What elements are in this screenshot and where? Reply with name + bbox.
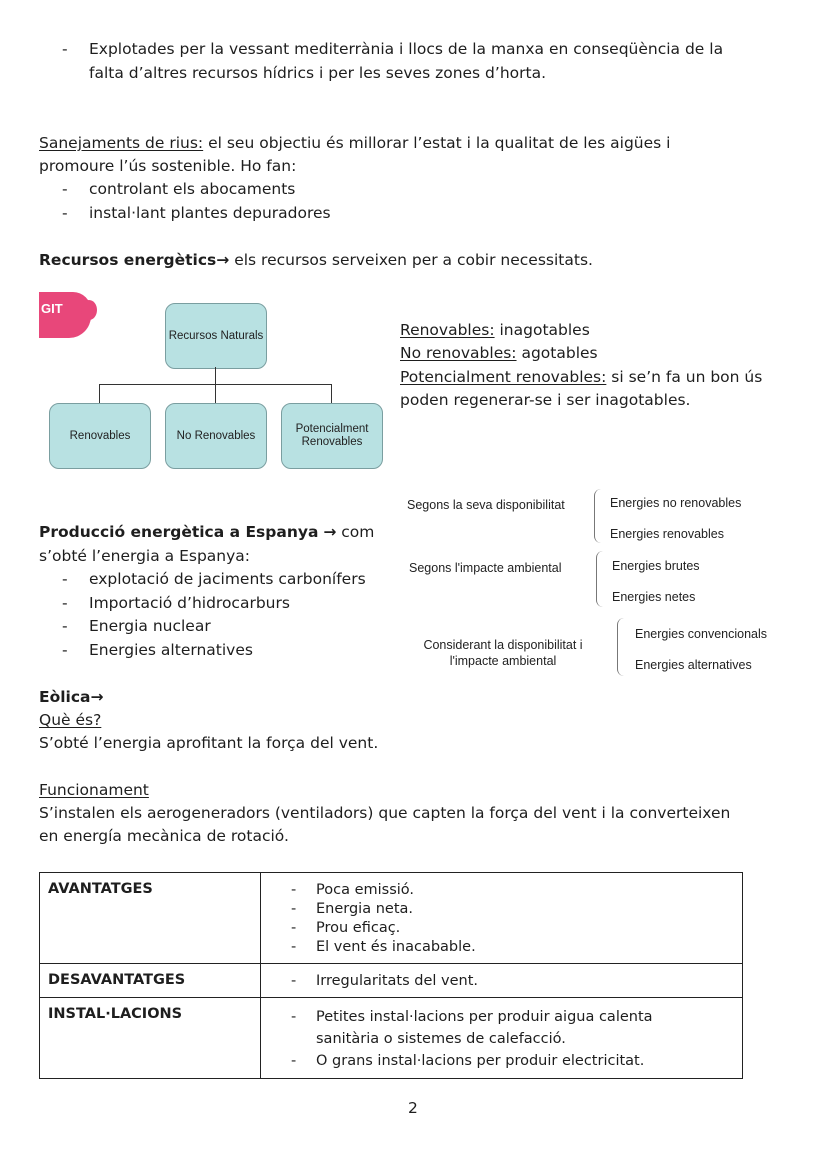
definition-term: No renovables: bbox=[400, 344, 517, 362]
table-header-cell: DESAVANTATGES bbox=[40, 964, 261, 998]
list-item: - Prou eficaç. bbox=[291, 919, 734, 938]
energy-type: Energies renovables bbox=[610, 527, 724, 541]
energy-type: Energies alternatives bbox=[635, 658, 752, 672]
connector bbox=[215, 367, 216, 384]
criterion-label: Considerant la disponibilitat i bbox=[423, 638, 583, 652]
funcionament-text-1: S’instalen els aerogeneradors (ventiladors) que capten la força del vent i la converteixen bbox=[39, 804, 731, 822]
sanejaments-text-2: promoure l’ús sostenible. Ho fan: bbox=[39, 157, 297, 175]
recursos-text: els recursos serveixen per a cobir necessitats. bbox=[229, 251, 593, 269]
sanejaments-paragraph bbox=[39, 132, 670, 155]
table-row bbox=[40, 873, 743, 964]
table-cell bbox=[261, 964, 743, 998]
funcionament-label: Funcionament bbox=[39, 781, 149, 799]
produccio-paragraph bbox=[39, 521, 374, 544]
funcionament-text-2: en energía mecànica de rotació. bbox=[39, 827, 289, 845]
produccio-text: com bbox=[336, 523, 375, 541]
criterion-label: Segons l'impacte ambiental bbox=[409, 561, 562, 575]
produccio-title: Producció energètica a Espanya bbox=[39, 523, 319, 541]
page-number: 2 bbox=[408, 1099, 418, 1117]
org-node-no-renovables: No Renovables bbox=[165, 403, 267, 469]
energy-type: Energies brutes bbox=[612, 559, 700, 573]
produccio-item: Energia nuclear bbox=[89, 617, 211, 635]
arrow-icon: → bbox=[216, 251, 230, 269]
energy-type: Energies convencionals bbox=[635, 627, 768, 641]
recursos-paragraph bbox=[39, 249, 593, 272]
list-item bbox=[291, 1006, 734, 1050]
list-item-line: Petites instal·lacions per produir aigua calenta bbox=[316, 1009, 653, 1025]
definition-no-renovables bbox=[400, 342, 598, 365]
sanejaments-text: el seu objectiu és millorar l’estat i la qualitat de les aigües i bbox=[203, 134, 671, 152]
org-node-renovables: Renovables bbox=[49, 403, 151, 469]
criterion-label: Segons la seva disponibilitat bbox=[407, 498, 565, 512]
bullet-dash: - bbox=[62, 641, 68, 659]
org-node-label: Potencialment bbox=[295, 423, 369, 435]
sanejaments-item: controlant els abocaments bbox=[89, 180, 296, 198]
criterion-label: l'impacte ambiental bbox=[449, 654, 557, 668]
energy-type: Energies netes bbox=[612, 590, 696, 604]
list-item: - El vent és inacabable. bbox=[291, 938, 734, 957]
sanejaments-item: instal·lant plantes depuradores bbox=[89, 204, 331, 222]
definition-potencialment bbox=[400, 366, 762, 389]
bullet-dash: - bbox=[62, 617, 68, 635]
arrow-icon: → bbox=[323, 523, 337, 541]
table-cell bbox=[261, 998, 743, 1079]
brace-icon bbox=[594, 489, 601, 543]
energy-type: Energies no renovables bbox=[610, 496, 742, 510]
brace-icon bbox=[596, 551, 603, 607]
table-cell bbox=[261, 873, 743, 964]
connector bbox=[215, 384, 216, 403]
produccio-item: Importació d’hidrocarburs bbox=[89, 594, 290, 612]
que-es-text: S’obté l’energia aprofitant la força del vent. bbox=[39, 734, 379, 752]
list-item: - Energia neta. bbox=[291, 900, 734, 919]
bullet-dash: - bbox=[62, 40, 68, 58]
arrow-icon: → bbox=[90, 688, 104, 706]
org-node-potencialment-renovables bbox=[281, 403, 383, 469]
list-item: - Poca emissió. bbox=[291, 881, 734, 900]
connector bbox=[99, 384, 100, 403]
produccio-item: Energies alternatives bbox=[89, 641, 253, 659]
bullet-dash: - bbox=[62, 180, 68, 198]
table-row bbox=[40, 964, 743, 998]
table-row bbox=[40, 998, 743, 1079]
bullet-dash: - bbox=[62, 570, 68, 588]
definition-desc: si se’n fa un bon ús bbox=[606, 368, 763, 386]
produccio-text-2: s’obté l’energia a Espanya: bbox=[39, 547, 251, 565]
definition-term: Potencialment renovables: bbox=[400, 368, 607, 386]
bullet-dash: - bbox=[62, 204, 68, 222]
definition-renovables bbox=[400, 319, 590, 342]
brace-icon bbox=[617, 618, 624, 676]
recursos-title: Recursos energètics bbox=[39, 251, 217, 269]
git-logo-text: GIT bbox=[41, 301, 63, 316]
intro-line-2: falta d’altres recursos hídrics i per les seves zones d’horta. bbox=[89, 64, 547, 82]
table-header-cell: AVANTATGES bbox=[40, 873, 261, 964]
org-node-root: Recursos Naturals bbox=[165, 303, 267, 369]
eolica-heading bbox=[39, 686, 104, 709]
list-item: - O grans instal·lacions per produir electricitat. bbox=[291, 1050, 734, 1072]
list-item-line: sanitària o sistemes de calefacció. bbox=[316, 1031, 566, 1047]
intro-line-1: Explotades per la vessant mediterrània i llocs de la manxa en conseqüència de la bbox=[89, 40, 724, 58]
definition-term: Renovables: bbox=[400, 321, 495, 339]
bullet-dash: - bbox=[62, 594, 68, 612]
sanejaments-title: Sanejaments de rius: bbox=[39, 134, 204, 152]
definition-desc: agotables bbox=[516, 344, 598, 362]
produccio-item: explotació de jaciments carbonífers bbox=[89, 570, 366, 588]
definition-desc: inagotables bbox=[494, 321, 590, 339]
eolica-title: Eòlica bbox=[39, 688, 91, 706]
connector bbox=[331, 384, 332, 403]
table-header-cell: INSTAL·LACIONS bbox=[40, 998, 261, 1079]
org-node-label: Renovables bbox=[301, 436, 363, 448]
list-item: - Irregularitats del vent. bbox=[291, 972, 734, 991]
eolica-table bbox=[39, 872, 743, 1079]
que-es-label: Què és? bbox=[39, 711, 102, 729]
definition-continued: poden regenerar-se i ser inagotables. bbox=[400, 391, 691, 409]
